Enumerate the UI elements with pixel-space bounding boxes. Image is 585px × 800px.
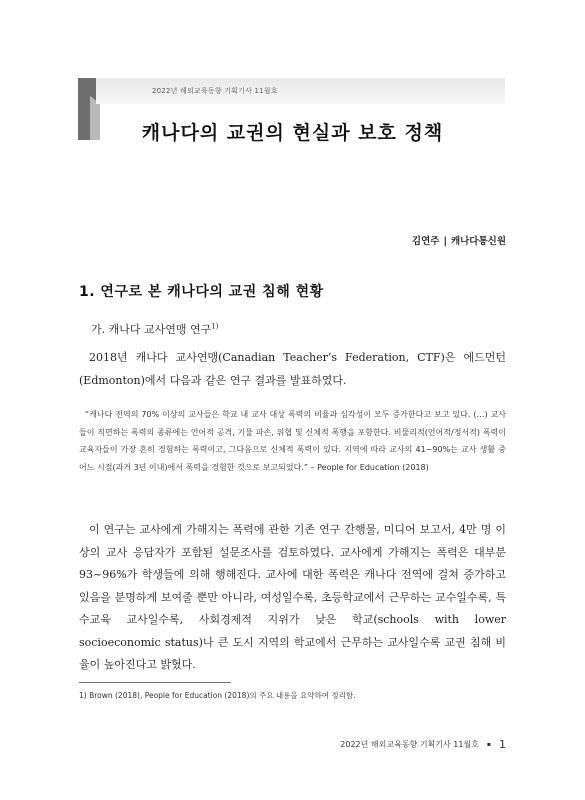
- article-title: 캐나다의 교권의 현실과 보호 정책: [141, 122, 444, 144]
- body-paragraph-2: 이 연구는 교사에게 가해지는 폭력에 관한 기존 연구 간행물, 미디어 보고서, 4만 명 이상의 교사 응답자가 포함된 설문조사를 검토하였다. 교사에게 가해지는 폭력은 대부분 93~96%가 학생들에 의해 행해진다. 교사에 대한 폭력은 캐나다 전역에 걸쳐 증가하고 있음을 분명하게 보여줄 뿐만 아니라, 여성일수록, 초등학교에서 근무하는 교수일수록, 특수교육 교사일수록, 사회경제적 지위가 낮은 학교(schools with lower socioeconomic status)나 큰 도시 지역의 학교에서 근무하는 교사일수록 교권 침해 비율이 높아진다고 밝혔다.: [79, 523, 506, 671]
- author-separator: |: [443, 236, 447, 247]
- section-heading: 1. 연구로 본 캐나다의 교권 침해 현황: [79, 284, 324, 300]
- subsection-title: 가. 캐나다 교사연맹 연구: [91, 323, 212, 336]
- footer-label: 2022년 해외교육동향 기획기사 11월호: [340, 740, 479, 749]
- body-paragraph-1: 2018년 캐나다 교사연맹(Canadian Teacher’s Federation, CTF)은 에드먼턴(Edmonton)에서 다음과 같은 연구 결과를 발표하였다.: [79, 351, 506, 387]
- page-footer: [340, 738, 506, 751]
- subsection-heading: [91, 321, 218, 337]
- footnote-mark[interactable]: 1): [211, 322, 219, 331]
- footnote-divider: [79, 682, 231, 683]
- footer-bullet: ▪: [486, 741, 491, 748]
- author-name: 김연주: [411, 236, 440, 247]
- footnote: 1) Brown (2018), People for Education (2018)의 주요 내용을 요약하여 정리함.: [79, 691, 356, 700]
- page-number: 1: [499, 738, 506, 751]
- author-line: [412, 233, 506, 247]
- block-quote: “캐나다 전역의 70% 이상의 교사들은 학교 내 교사 대상 폭력의 비율과 심각성이 모두 증가한다고 보고 있다. (…) 교사들이 직면하는 폭력의 종류에는 언어적 공격, 기물 파손, 위협 및 신체적 폭행을 포함한다. 비물리적(언어적/정서적) 폭력이 교육자들이 가장 흔히 경험하는 폭력이고, 그다음으로 신체적 폭력이 있다. 지역에 따라 교사의 41~90%는 교사 생활 중 어느 시점(과거 3년 이내)에서 폭력을 경험한 것으로 보고되었다.” – People for Education (2018): [79, 410, 506, 472]
- author-affiliation: 캐나다통신원: [450, 236, 506, 247]
- running-header: 2022년 해외교육동향 기획기사 11월호: [152, 87, 278, 95]
